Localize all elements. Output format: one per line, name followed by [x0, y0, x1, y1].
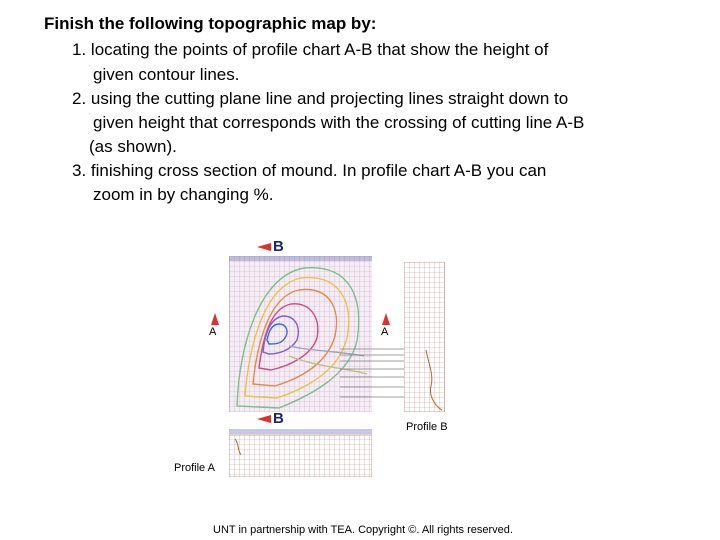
left-arrow-icon — [257, 415, 271, 423]
step-2-line-1: 2. using the cutting plane line and projecting lines straight down to — [72, 89, 569, 108]
label-b-mid: B — [273, 410, 284, 427]
step-1-line-1: 1. locating the points of profile chart A-B that show the height of — [72, 40, 549, 59]
label-b-top: B — [273, 238, 284, 255]
profile-a-label: Profile A — [174, 462, 215, 474]
slide-title: Finish the following topographic map by: — [44, 14, 377, 33]
profile-b-label: Profile B — [406, 421, 448, 433]
step-3-line-1: 3. finishing cross section of mound. In profile chart A-B you can — [72, 161, 547, 180]
up-arrow-icon — [211, 313, 219, 325]
projection-lines — [340, 345, 410, 405]
step-1-line-2: given contour lines. — [93, 65, 240, 84]
up-arrow-icon — [382, 313, 390, 325]
step-2-line-3: (as shown). — [89, 137, 177, 156]
copyright-footer: UNT in partnership with TEA. Copyright ©. All rights reserved. — [213, 524, 513, 536]
profile-a-chart — [229, 429, 372, 477]
label-a-left: A — [209, 326, 217, 338]
label-a-right: A — [381, 326, 389, 338]
left-arrow-icon — [257, 243, 271, 251]
profile-b-chart — [404, 262, 445, 412]
step-2-line-2: given height that corresponds with the crossing of cutting line A-B — [93, 113, 585, 132]
step-3-line-2: zoom in by changing %. — [93, 185, 274, 204]
